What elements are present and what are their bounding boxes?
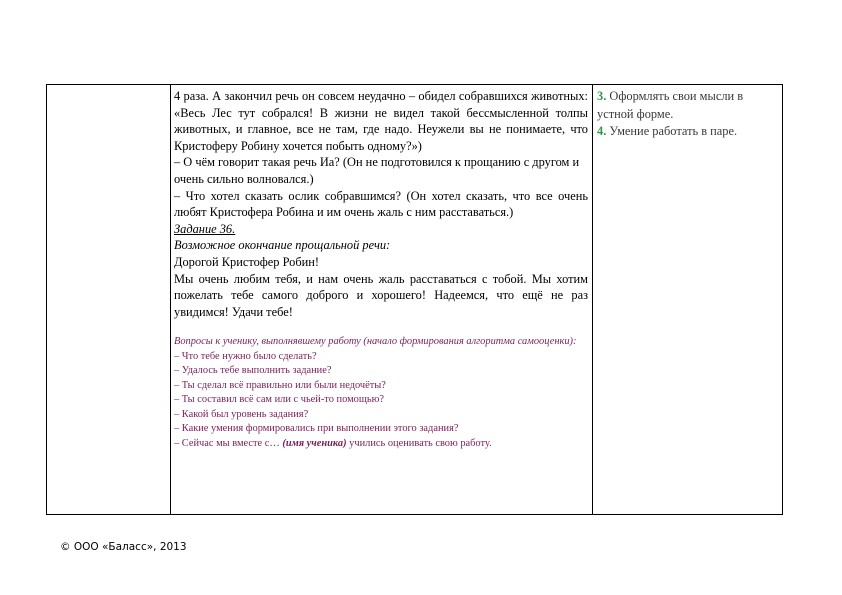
question-prefix: – Сейчас мы вместе с…: [174, 437, 283, 449]
questions-title: Вопросы к ученику, выполнявшему работу (начало формирования алгоритма самооценки):: [174, 336, 577, 348]
story-paragraph: 4 раза. А закончил речь он совсем неудачно – обидел собравшихся животных: «Весь Лес тут собрался! В жизни не видел такой бессмысленной толпы животных, и главное, все не там, где надо. Неужели вы не понимаете, что Кристоферу Робину хочется побыть одному?»): [174, 89, 588, 153]
question-item: – Какой был уровень задания?: [174, 408, 309, 420]
self-assessment-questions: [174, 335, 588, 451]
copyright-footer: © ООО «Баласс», 2013: [60, 541, 187, 553]
skill-text: Умение работать в паре.: [609, 124, 738, 138]
question-paragraph: – Что хотел сказать ослик собравшимся? (Он хотел сказать, что все очень любят Кристофера Робина и им очень жаль с ним расставаться.): [174, 188, 588, 220]
speech-text: Мы очень любим тебя, и нам очень жаль расставаться с тобой. Мы хотим пожелать тебе самого доброго и хорошего! Надеемся, что ещё не раз увидимся! Удачи тебе!: [174, 271, 588, 319]
lesson-content-cell: [174, 88, 588, 451]
question-item: – Что тебе нужно было сделать?: [174, 350, 317, 362]
column-divider: [592, 85, 593, 514]
question-paragraph: – О чём говорит такая речь Иа? (Он не подготовился к прощанию с другом и очень сильно волновался.): [174, 155, 580, 186]
content-table: [46, 84, 783, 515]
question-item: – Ты составил всё сам или с чьей-то помощью?: [174, 394, 384, 406]
question-item: – Ты сделал всё правильно или были недочёты?: [174, 379, 386, 391]
speech-greeting: Дорогой Кристофер Робин!: [174, 254, 320, 269]
skill-item: [597, 123, 780, 141]
skill-number: 3.: [597, 89, 607, 103]
question-item: – Какие умения формировались при выполнении этого задания?: [174, 423, 459, 435]
question-item: – Удалось тебе выполнить задание?: [174, 365, 332, 377]
column-divider: [170, 85, 171, 514]
possible-ending-label: Возможное окончание прощальной речи:: [174, 238, 391, 253]
skill-number: 4.: [597, 124, 607, 138]
question-item-last: [174, 437, 588, 452]
skill-item: [597, 88, 780, 123]
skill-text: Оформлять свои мысли в устной форме.: [597, 89, 744, 121]
question-suffix: учились оценивать свою работу.: [346, 437, 492, 449]
task-label: Задание 36.: [174, 221, 236, 236]
skills-cell: [597, 88, 780, 141]
student-name-placeholder: (имя ученика): [282, 437, 347, 449]
